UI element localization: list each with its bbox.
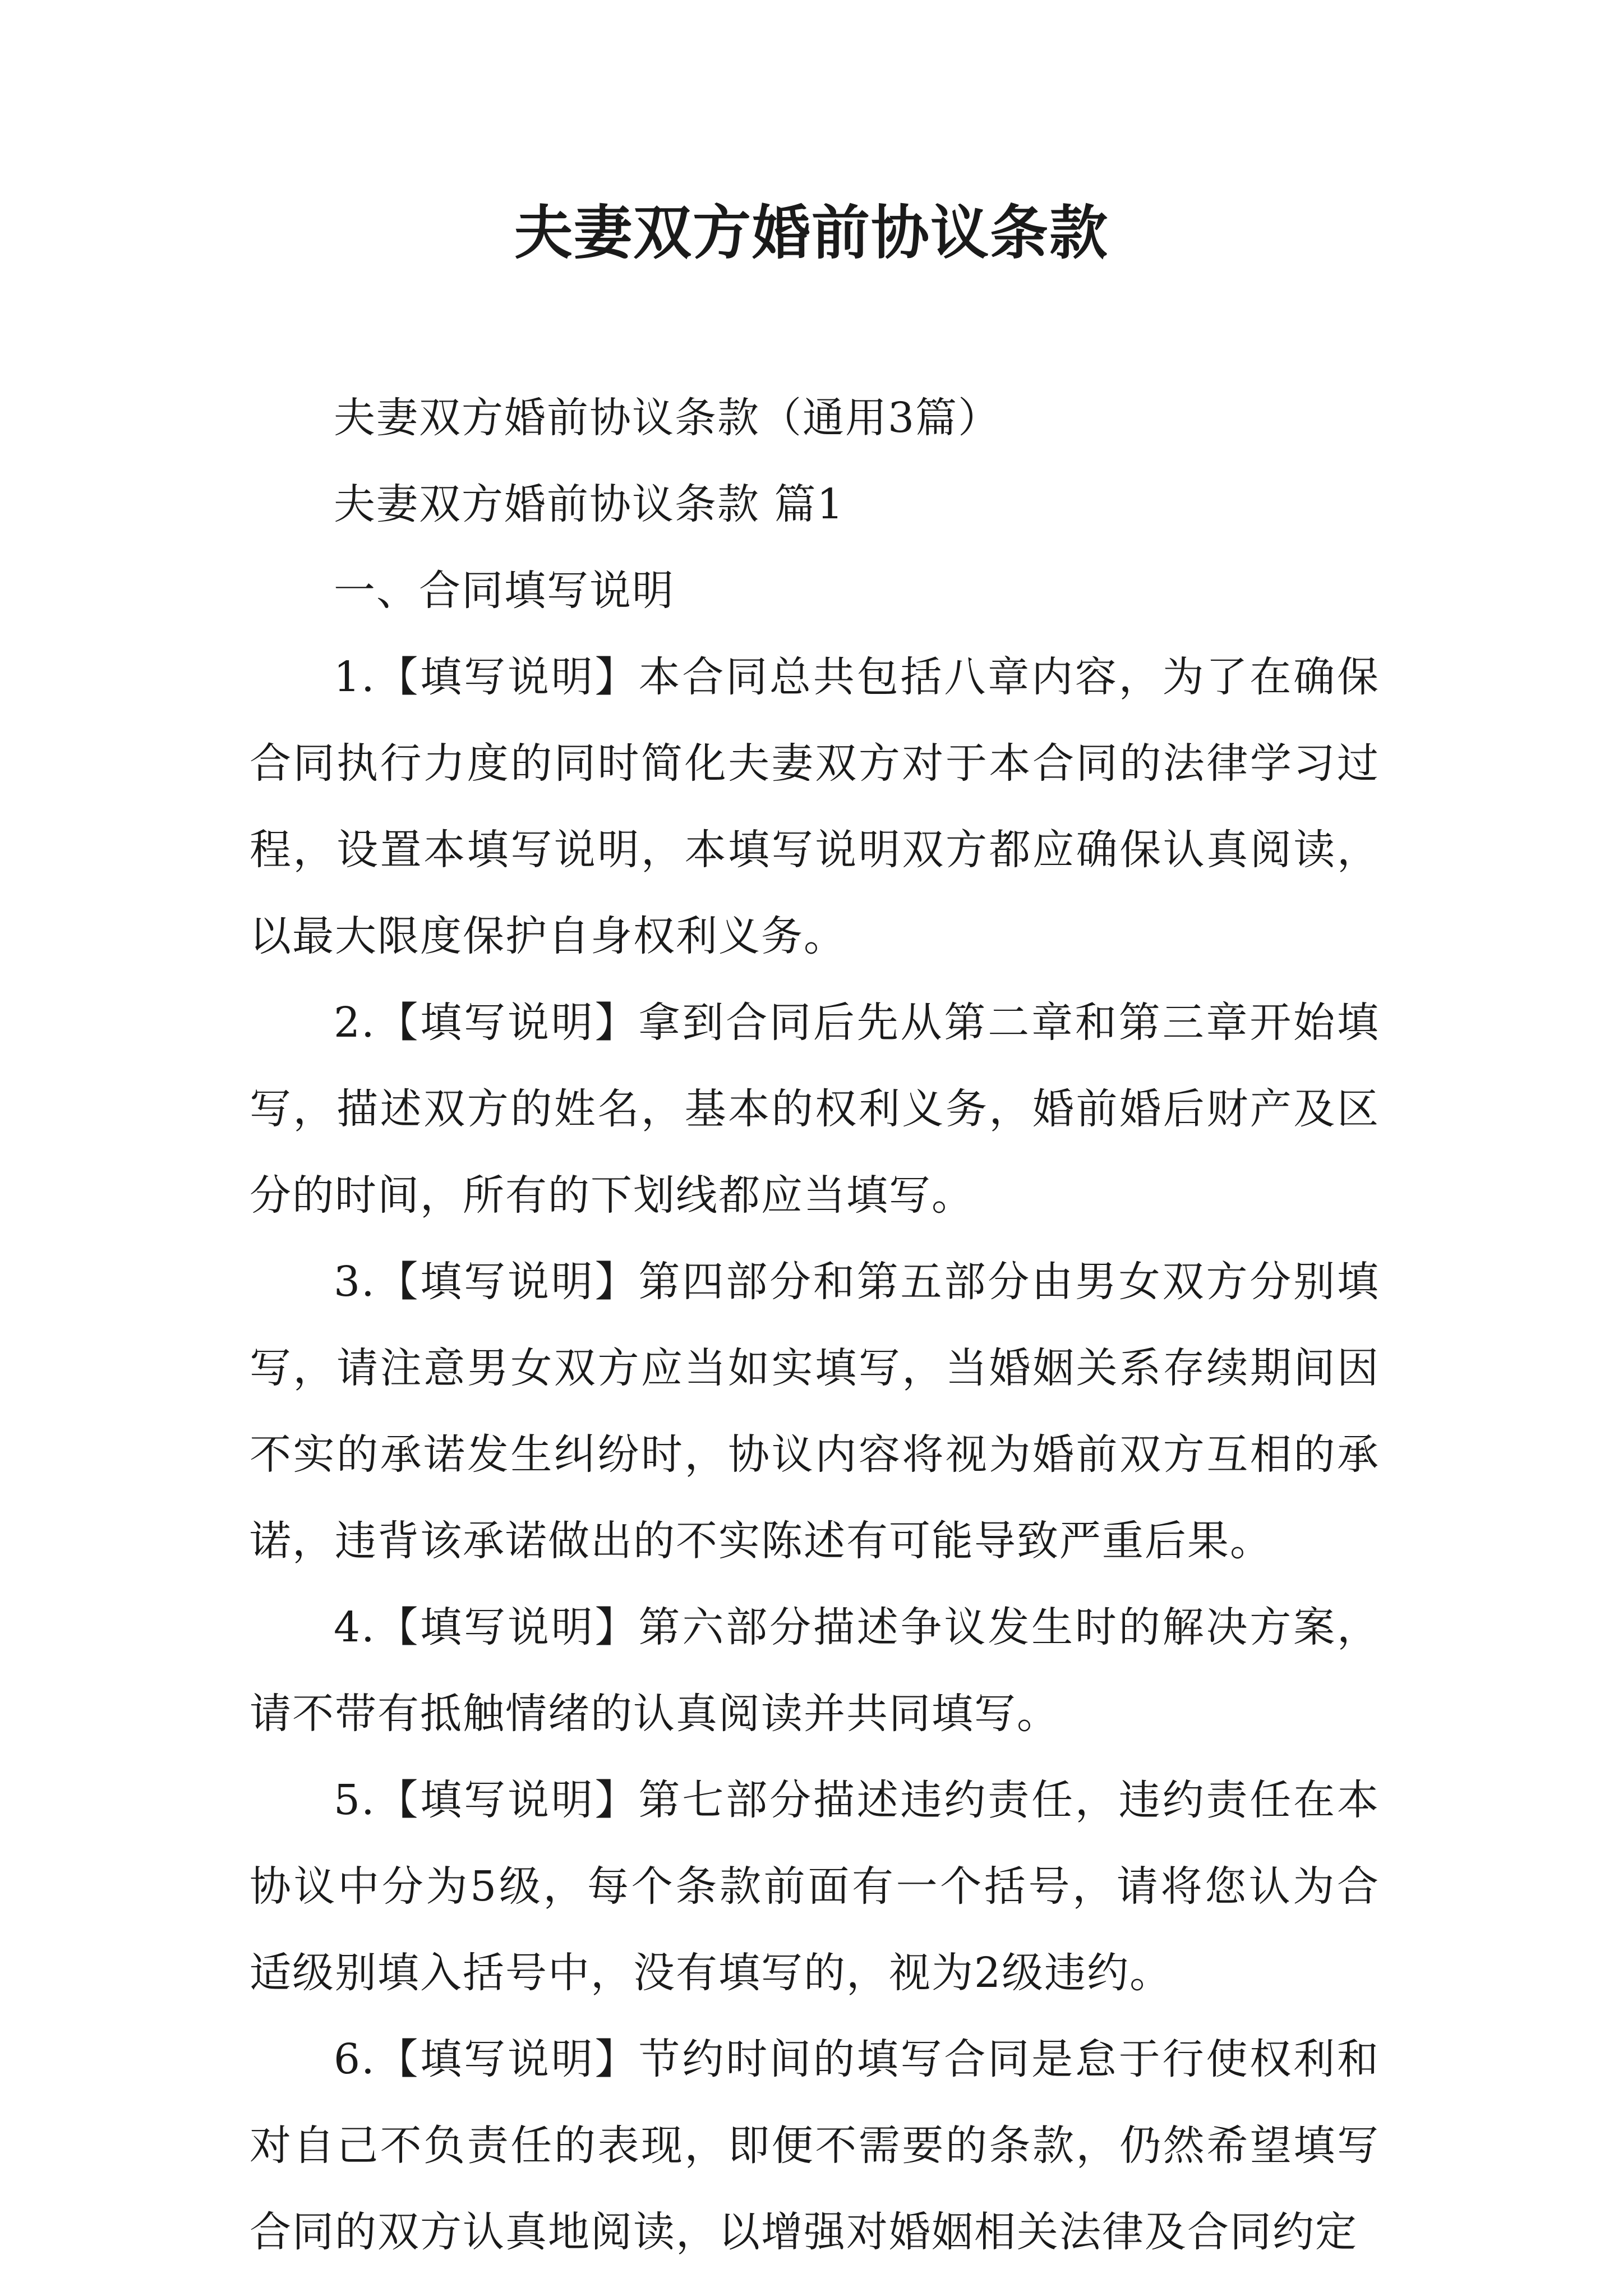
instruction-paragraph-3: 3.【填写说明】第四部分和第五部分由男女双方分别填写，请注意男女双方应当如实填写，当婚姻关系存续期间因不实的承诺发生纠纷时，协议内容将视为婚前双方互相的承诺，违背该承诺做出的不实陈述有可能导致严重后果。: [250, 1258, 1380, 1565]
instruction-paragraph-6: 6.【填写说明】节约时间的填写合同是怠于行使权利和对自己不负责任的表现，即便不需要的条款，仍然希望填写合同的双方认真地阅读，以增强对婚姻相关法律及合同约定: [250, 2035, 1380, 2256]
document-body: [250, 375, 1380, 2275]
instruction-paragraph-2: 2.【填写说明】拿到合同后先从第二章和第三章开始填写，描述双方的姓名，基本的权利义务，婚前婚后财产及区分的时间，所有的下划线都应当填写。: [250, 999, 1380, 1220]
instruction-paragraph-5: 5.【填写说明】第七部分描述违约责任，违约责任在本协议中分为5级，每个条款前面有一个括号，请将您认为合适级别填入括号中，没有填写的，视为2级违约。: [250, 1776, 1380, 1997]
document-title: 夫妻双方婚前协议条款: [514, 198, 1109, 267]
subtitle-paragraph: 夫妻双方婚前协议条款（通用3篇）: [334, 394, 1001, 442]
instruction-paragraph-4: 4.【填写说明】第六部分描述争议发生时的解决方案，请不带有抵触情绪的认真阅读并共同填写。: [250, 1603, 1380, 1738]
section-heading: 夫妻双方婚前协议条款 篇1: [334, 480, 845, 528]
chapter-heading: 一、合同填写说明: [334, 567, 675, 615]
instruction-paragraph-1: 1.【填写说明】本合同总共包括八章内容，为了在确保合同执行力度的同时简化夫妻双方对于本合同的法律学习过程，设置本填写说明，本填写说明双方都应确保认真阅读，以最大限度保护自身权利义务。: [250, 653, 1380, 960]
